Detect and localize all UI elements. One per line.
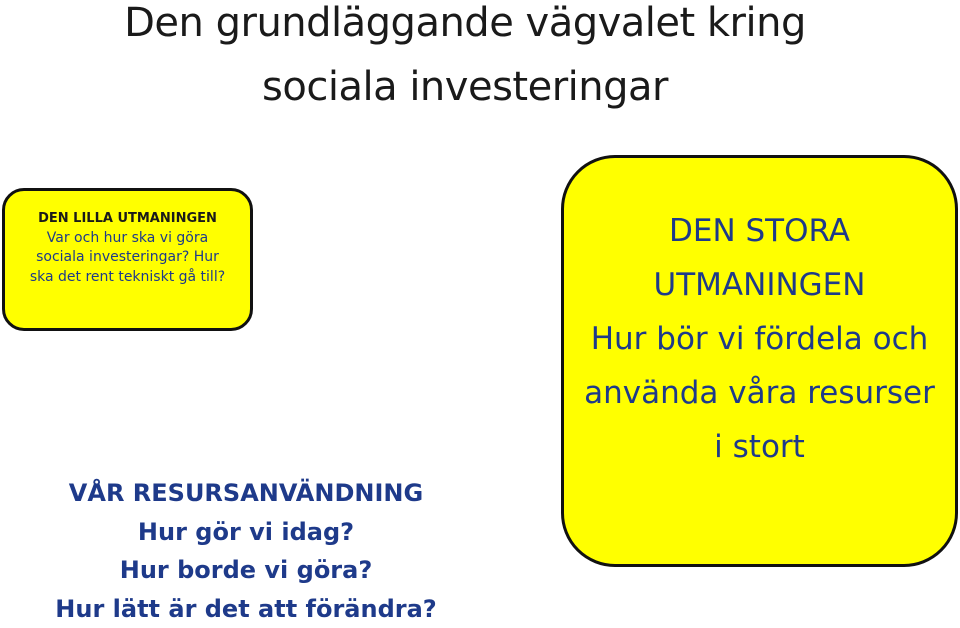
page-title-line-1: Den grundläggande vägvalet kring: [124, 0, 806, 46]
small-challenge-box: [2, 188, 253, 331]
resource-use-line-1: Hur gör vi idag?: [137, 517, 355, 546]
resource-use-block: [0, 474, 492, 628]
resource-use-heading: VÅR RESURSANVÄNDNING: [68, 479, 424, 507]
big-challenge-text: Hur bör vi fördela och använda våra resurser i stort: [584, 321, 935, 465]
big-challenge-heading: DEN STORA UTMANINGEN: [653, 213, 866, 303]
page-title-line-2: sociala investeringar: [262, 64, 668, 110]
small-challenge-heading: DEN LILLA UTMANINGEN: [38, 211, 217, 226]
big-challenge-box: [561, 155, 958, 567]
resource-use-line-2: Hur borde vi göra?: [119, 556, 373, 584]
small-challenge-text: Var och hur ska vi göra sociala investeringar? Hur ska det rent tekniskt gå till?: [29, 229, 226, 285]
page-title: [0, 0, 960, 116]
resource-use-line-3: Hur lätt är det att förändra?: [55, 594, 437, 623]
